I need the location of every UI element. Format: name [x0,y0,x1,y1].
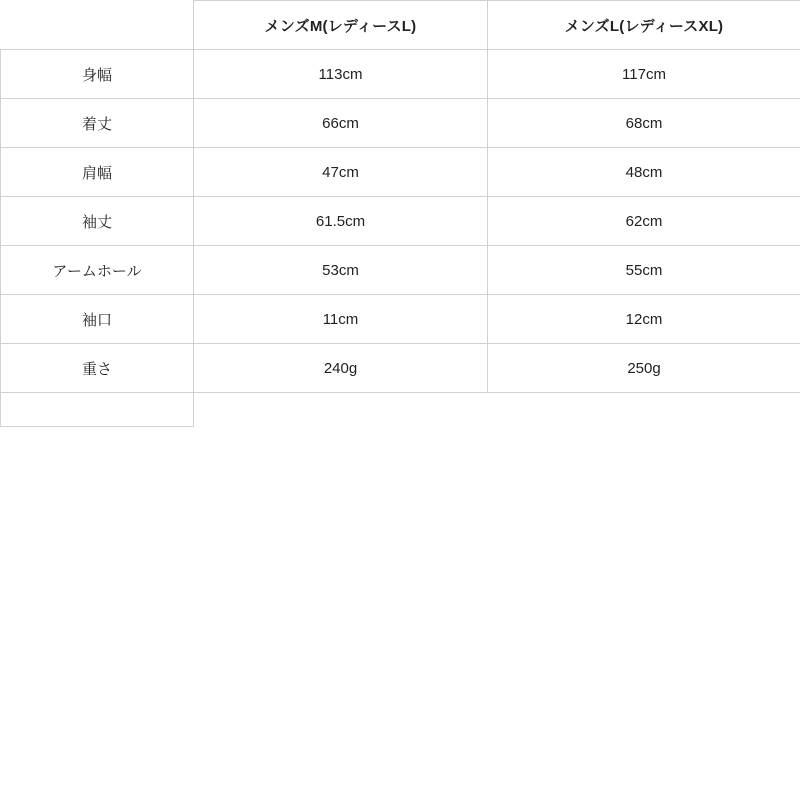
footer-blank-cell-2 [488,393,800,427]
table-row [1,50,800,99]
row-label-cuff: 袖口 [1,295,194,344]
table-body [1,50,800,393]
cell-weight-l: 250g [488,344,800,393]
column-header-mens-m: メンズM(レディースL) [194,1,488,50]
cell-shoulder-width-m: 47cm [194,148,488,197]
table-header-row [1,1,800,50]
cell-shoulder-width-l: 48cm [488,148,800,197]
table-row [1,148,800,197]
row-label-body-width: 身幅 [1,50,194,99]
cell-cuff-l: 12cm [488,295,800,344]
cell-length-l: 68cm [488,99,800,148]
row-label-weight: 重さ [1,344,194,393]
table-footer [1,393,800,427]
table-corner-cell [1,1,194,50]
cell-body-width-m: 113cm [194,50,488,99]
row-label-shoulder-width: 肩幅 [1,148,194,197]
table-header [1,1,800,50]
column-header-mens-l: メンズL(レディースXL) [488,1,800,50]
row-label-armhole: アームホール [1,246,194,295]
footer-blank-cell-1 [194,393,488,427]
cell-armhole-l: 55cm [488,246,800,295]
cell-body-width-l: 117cm [488,50,800,99]
cell-sleeve-length-m: 61.5cm [194,197,488,246]
cell-armhole-m: 53cm [194,246,488,295]
row-label-length: 着丈 [1,99,194,148]
table-row [1,99,800,148]
cell-weight-m: 240g [194,344,488,393]
row-label-sleeve-length: 袖丈 [1,197,194,246]
table-row [1,344,800,393]
table-row [1,197,800,246]
cell-length-m: 66cm [194,99,488,148]
footer-label-cell [1,393,194,427]
cell-sleeve-length-l: 62cm [488,197,800,246]
cell-cuff-m: 11cm [194,295,488,344]
table-row [1,246,800,295]
table-row [1,295,800,344]
table-footer-row [1,393,800,427]
